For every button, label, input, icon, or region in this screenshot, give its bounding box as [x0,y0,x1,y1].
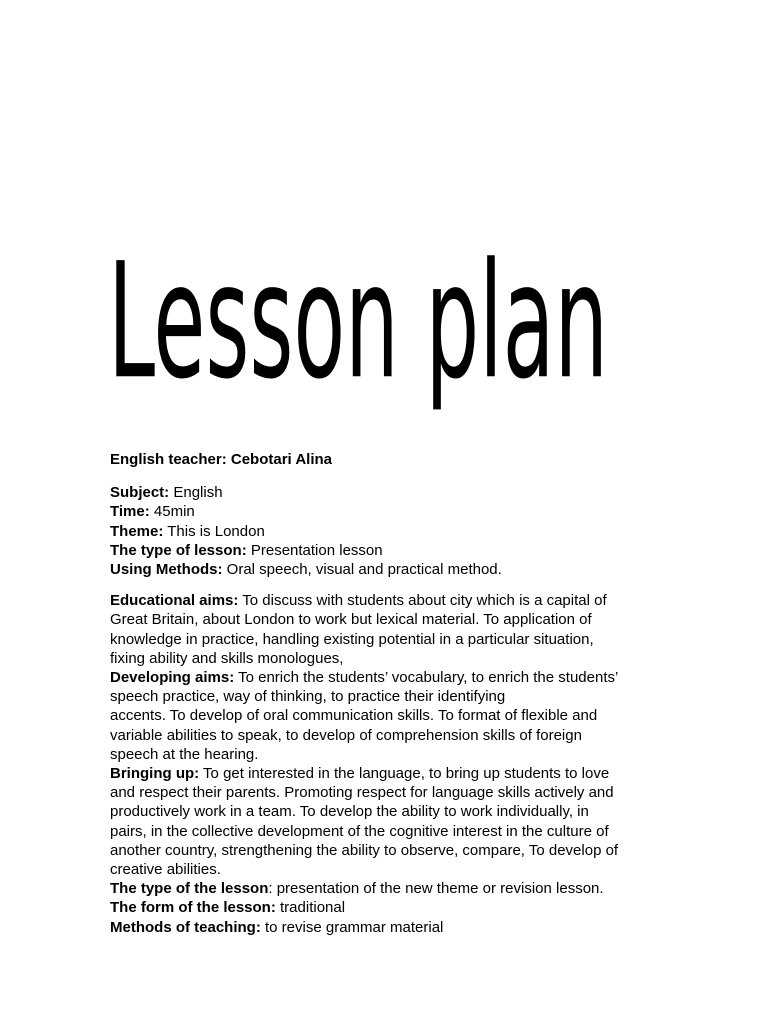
detail-lesson-type: The type of lesson: Presentation lesson [110,541,383,559]
wordart-title-text: Lesson plan [108,229,608,415]
lesson-details [110,483,710,579]
teacher-line: English teacher: Cebotari Alina [110,451,332,468]
developing-aims-label: Developing aims: [110,669,235,687]
educational-aims-label: Educational aims: [110,592,239,610]
info-form-of-lesson: The form of the lesson: traditional [110,899,346,917]
detail-subject: Subject: English [110,484,223,502]
bringing-up: Bringing up: To get interested in the language, to bring up students to love and respect their parents. Promoting respect for language skills actively and productively work in a team. To develop the ability to work individually, in pairs, in the collective development of the cognitive interest in the culture of another country, strengthening the ability to observe, compare, To develop of creative abilities. [110,765,619,879]
lesson-info [110,879,710,937]
lesson-plan-body [110,450,710,937]
info-methods-of-teaching: Methods of teaching: to revise grammar material [110,918,444,936]
educational-aims: Educational aims: To discuss with students about city which is a capital of Great Britain, about London to work but lexical material. To application of knowledge in practice, handling existing potential in a particular situation, fixing ability and skills monologues, [110,592,607,667]
detail-methods: Using Methods: Oral speech, visual and practical method. [110,561,502,579]
detail-time: Time: 45min [110,503,195,521]
developing-aims: Developing aims: To enrich the students’ vocabulary, to enrich the students’ speech practice, way of thinking, to practice their identifying accents. To develop of oral communication skills. To format of flexible and variable abilities to speak, to develop of comprehension skills of foreign speech at the hearing. [110,669,619,763]
detail-theme: Theme: This is London [110,522,265,540]
info-type-of-lesson: The type of the lesson: presentation of the new theme or revision lesson. [110,880,604,898]
wordart-title [100,190,620,415]
bringing-up-label: Bringing up: [110,765,200,783]
